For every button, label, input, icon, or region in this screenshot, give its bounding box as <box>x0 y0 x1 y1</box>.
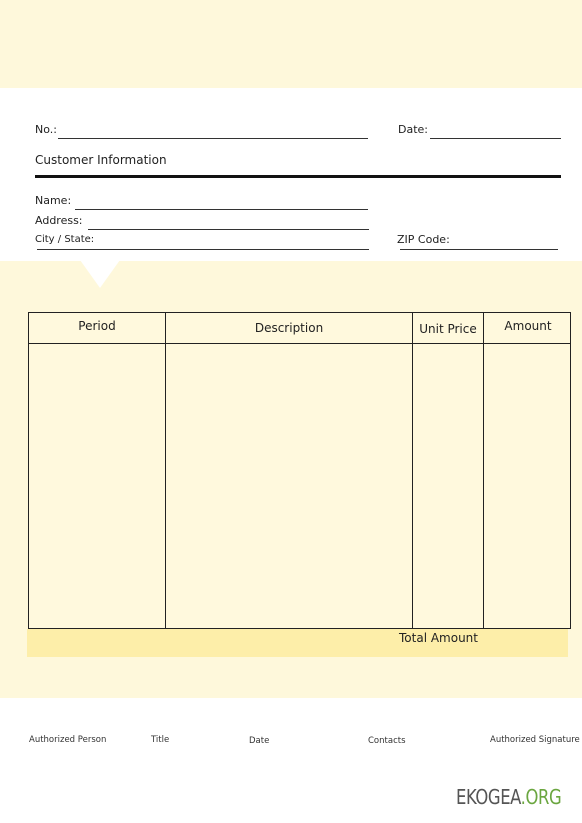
footer-contacts: Contacts <box>368 736 406 746</box>
name-label: Name: <box>35 194 72 207</box>
footer-title: Title <box>151 735 170 745</box>
brand-tld: ORG <box>525 785 562 809</box>
zip-code-field-line[interactable] <box>400 249 558 250</box>
zip-code-label: ZIP Code: <box>397 233 450 246</box>
total-amount-band <box>27 629 568 657</box>
brand-dot: . <box>520 785 526 809</box>
customer-information-title: Customer Information <box>35 153 167 167</box>
total-amount-label: Total Amount <box>399 631 478 645</box>
ekogea-logo <box>456 785 561 809</box>
invoice-table <box>28 312 571 629</box>
date-field-line[interactable] <box>430 138 561 139</box>
date-label: Date: <box>398 123 428 136</box>
name-field-line[interactable] <box>75 209 368 210</box>
column-header-description: Description <box>254 321 324 335</box>
footer-authorized-signature: Authorized Signature <box>490 735 580 745</box>
address-label: Address: <box>35 214 83 227</box>
no-label: No.: <box>35 123 57 136</box>
city-state-field-line[interactable] <box>37 249 369 250</box>
footer-date: Date <box>249 736 270 746</box>
address-field-line[interactable] <box>88 229 369 230</box>
footer-authorized-person: Authorized Person <box>29 735 107 745</box>
notch-decoration <box>80 260 120 288</box>
section-divider <box>35 175 561 178</box>
city-state-label: City / State: <box>35 234 95 245</box>
header-band <box>0 0 582 88</box>
column-separator <box>483 313 484 628</box>
column-header-period: Period <box>78 319 116 333</box>
column-header-unit-price: Unit Price <box>419 322 477 336</box>
no-field-line[interactable] <box>58 138 368 139</box>
column-separator <box>165 313 166 628</box>
header-row-divider <box>29 343 570 344</box>
column-separator <box>412 313 413 628</box>
brand-name: EKOGEA <box>456 785 521 809</box>
column-header-amount: Amount <box>504 319 552 333</box>
